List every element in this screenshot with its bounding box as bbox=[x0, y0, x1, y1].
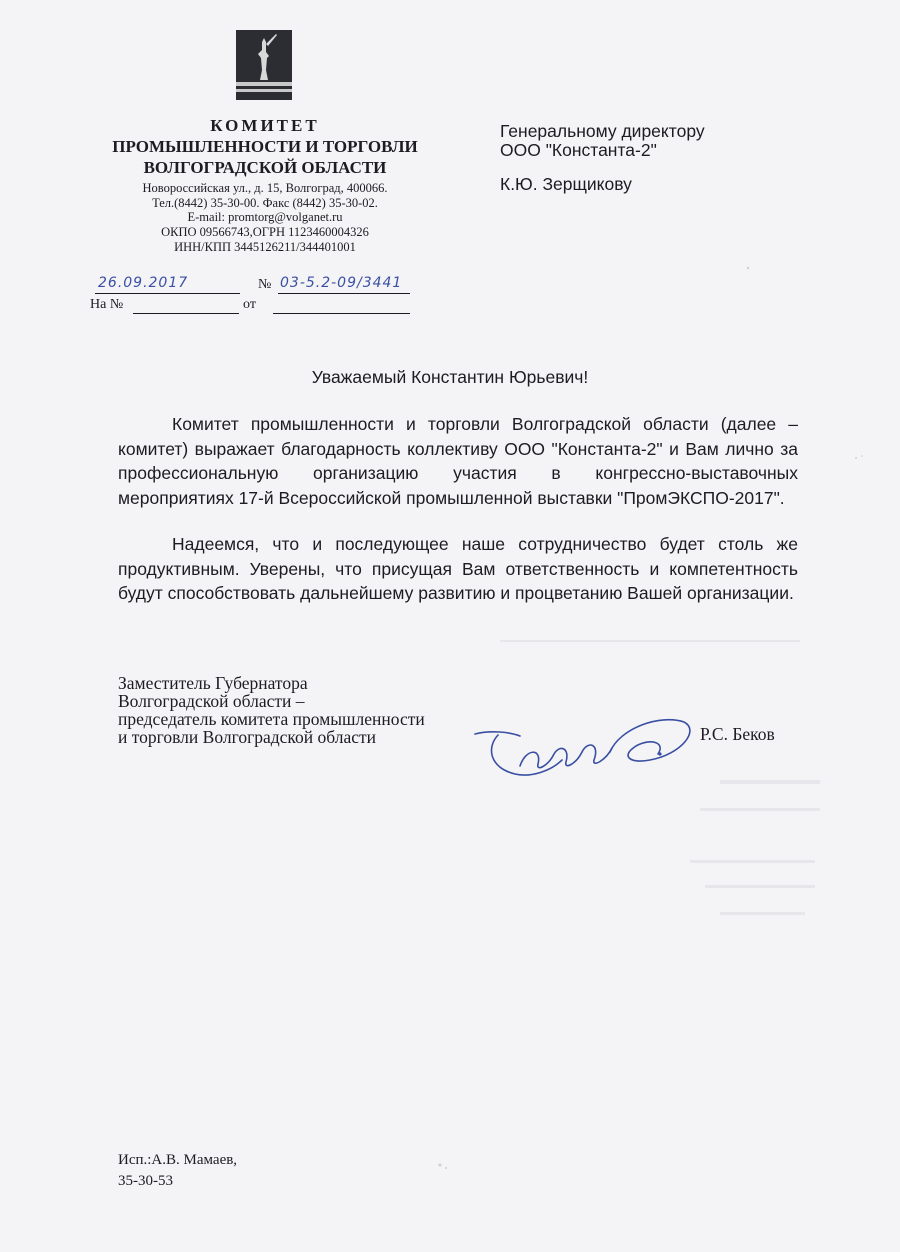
org-title-line1: КОМИТЕТ bbox=[210, 116, 320, 135]
date-underline bbox=[95, 293, 240, 294]
number-label: № bbox=[258, 277, 272, 292]
org-email: E-mail: promtorg@volganet.ru bbox=[187, 210, 343, 225]
org-details bbox=[95, 181, 435, 255]
registration-number: 03-5.2-09/3441 bbox=[280, 275, 403, 291]
org-title-line2: ПРОМЫШЛЕННОСТИ И ТОРГОВЛИ bbox=[112, 137, 418, 156]
org-title bbox=[95, 115, 435, 178]
ref-date-underline bbox=[273, 313, 410, 314]
org-title-line3: ВОЛГОГРАДСКОЙ ОБЛАСТИ bbox=[143, 158, 387, 177]
ref-from-label: от bbox=[243, 297, 256, 312]
executor-phone: 35-30-53 bbox=[118, 1173, 173, 1189]
signer-position bbox=[118, 674, 498, 746]
letter-paragraph-1: Комитет промышленности и торговли Волгоградской области (далее – комитет) выражает благодарность коллективу ООО "Константа-2" и Вам лично за профессиональную организацию участия в конгрессно-выставочных мероприятиях 17-й Всероссийской промышленной выставки "ПромЭКСПО-2017". bbox=[118, 414, 798, 508]
executor-block bbox=[118, 1150, 237, 1192]
addressee-position: Генеральному директору bbox=[500, 121, 705, 141]
handwritten-signature-icon bbox=[470, 708, 700, 788]
org-address: Новороссийская ул., д. 15, Волгоград, 400066. bbox=[142, 181, 388, 195]
ref-number-underline bbox=[133, 313, 239, 314]
signer-position-line3: председатель комитета промышленности bbox=[118, 709, 425, 729]
org-inn: ИНН/КПП 3445126211/344401001 bbox=[174, 239, 356, 254]
letter-paragraph-2: Надеемся, что и последующее наше сотрудничество будет столь же продуктивным. Уверены, что присущая Вам ответственность и компетентность будут способствовать дальнейшему развитию и процветанию Вашей организации. bbox=[118, 534, 798, 603]
registration-date: 26.09.2017 bbox=[98, 275, 189, 291]
addressee-name: К.Ю. Зерщикову bbox=[500, 174, 632, 194]
signer-position-line4: и торговли Волгоградской области bbox=[118, 727, 377, 747]
signer-position-line1: Заместитель Губернатора bbox=[118, 673, 308, 693]
addressee-block bbox=[500, 122, 705, 194]
addressee-company: ООО "Константа-2" bbox=[500, 140, 657, 160]
ref-number-label: На № bbox=[90, 297, 124, 312]
volgograd-emblem-icon bbox=[236, 30, 292, 100]
signer-position-line2: Волгоградской области – bbox=[118, 691, 305, 711]
letter-greeting: Уважаемый Константин Юрьевич! bbox=[311, 367, 589, 387]
executor-name: Исп.:А.В. Мамаев, bbox=[118, 1152, 238, 1168]
number-underline bbox=[278, 293, 410, 294]
signer-name: Р.С. Беков bbox=[700, 724, 775, 744]
org-phone: Тел.(8442) 35-30-00. Факс (8442) 35-30-02. bbox=[152, 195, 378, 210]
org-okpo: ОКПО 09566743,ОГРН 1123460004326 bbox=[161, 225, 369, 240]
